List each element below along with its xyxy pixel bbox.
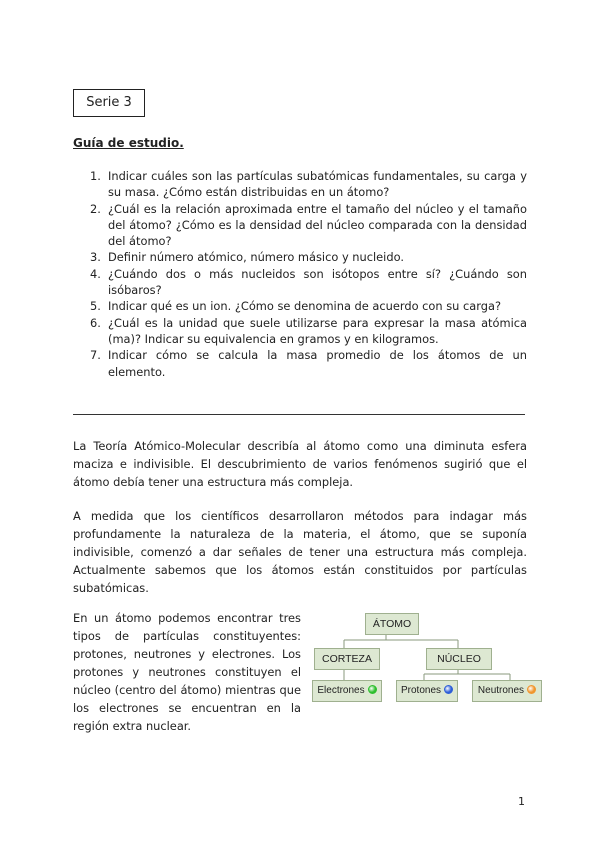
item-number: 5.: [90, 299, 101, 314]
item-text: Indicar qué es un ion. ¿Cómo se denomina de acuerdo con su carga?: [108, 299, 501, 314]
item-text: ¿Cuál es la unidad que suele utilizarse para expresar la masa atómica (ma)? Indicar su equivalencia en gramos y en kilogramos.: [108, 315, 527, 346]
list-item: [90, 249, 527, 265]
blue-circle-icon: [444, 685, 453, 694]
guide-title: Guía de estudio.: [73, 136, 184, 150]
list-item: [90, 201, 527, 250]
protones-label: Protones: [400, 685, 442, 696]
item-number: 3.: [90, 250, 101, 265]
page-number: 1: [518, 795, 525, 808]
methods-paragraph: A medida que los científicos desarrollaron métodos para indagar más profundamente la naturaleza de la materia, el átomo, que se suponía indivisible, comenzó a dar señales de tener una estructura más compleja. Actualmente sabemos que los átomos están constituidos por partículas subatómicas.: [73, 509, 527, 595]
node-nucleo: NÚCLEO: [426, 648, 492, 670]
node-neutrones: [472, 680, 542, 702]
item-text: Indicar cómo se calcula la masa promedio de los átomos de un elemento.: [108, 348, 527, 379]
item-text: ¿Cuándo dos o más nucleidos son isótopos entre sí? ¿Cuándo son isóbaros?: [108, 266, 527, 298]
question-list: [90, 168, 527, 380]
item-text: Definir número atómico, número másico y nucleido.: [108, 250, 404, 265]
item-number: 4.: [90, 266, 101, 281]
item-number: 7.: [90, 348, 101, 363]
list-item: [90, 347, 527, 380]
item-number: 2.: [90, 201, 101, 216]
green-circle-icon: [368, 685, 377, 694]
neutrones-label: Neutrones: [477, 685, 525, 696]
electrones-label: Electrones: [317, 685, 365, 696]
orange-circle-icon: [527, 685, 536, 694]
particles-paragraph: En un átomo podemos encontrar tres tipos de partículas constituyentes: protones, neutrones y electrones. Los protones y neutrones constituyen el núcleo (centro del átomo) mientras que los electrones se encuentran en la región extra nuclear.: [73, 611, 301, 733]
intro-paragraph: La Teoría Atómico-Molecular describía al átomo como una diminuta esfera maciza e indivisible. El descubrimiento de varios fenómenos sugirió que el átomo debía tener una estructura más compleja.: [73, 439, 527, 489]
list-item: [90, 168, 527, 201]
node-corteza: CORTEZA: [314, 648, 380, 670]
list-item: [90, 315, 527, 348]
serie-label: Serie 3: [73, 89, 145, 117]
list-item: [90, 266, 527, 299]
node-protones: [396, 680, 458, 702]
node-atomo: ÁTOMO: [365, 613, 419, 635]
item-number: 6.: [90, 315, 101, 330]
list-item: [90, 298, 527, 314]
item-text: Indicar cuáles son las partículas subatómicas fundamentales, su carga y su masa. ¿Cómo están distribuidas en un átomo?: [108, 169, 527, 200]
item-text: ¿Cuál es la relación aproximada entre el tamaño del núcleo y el tamaño del átomo? ¿Cómo es la densidad del núcleo comparada con la densidad del átomo?: [108, 201, 527, 249]
section-divider: [73, 414, 525, 415]
atom-structure-diagram: [310, 610, 550, 710]
node-electrones: [312, 680, 382, 702]
item-number: 1.: [90, 169, 101, 183]
